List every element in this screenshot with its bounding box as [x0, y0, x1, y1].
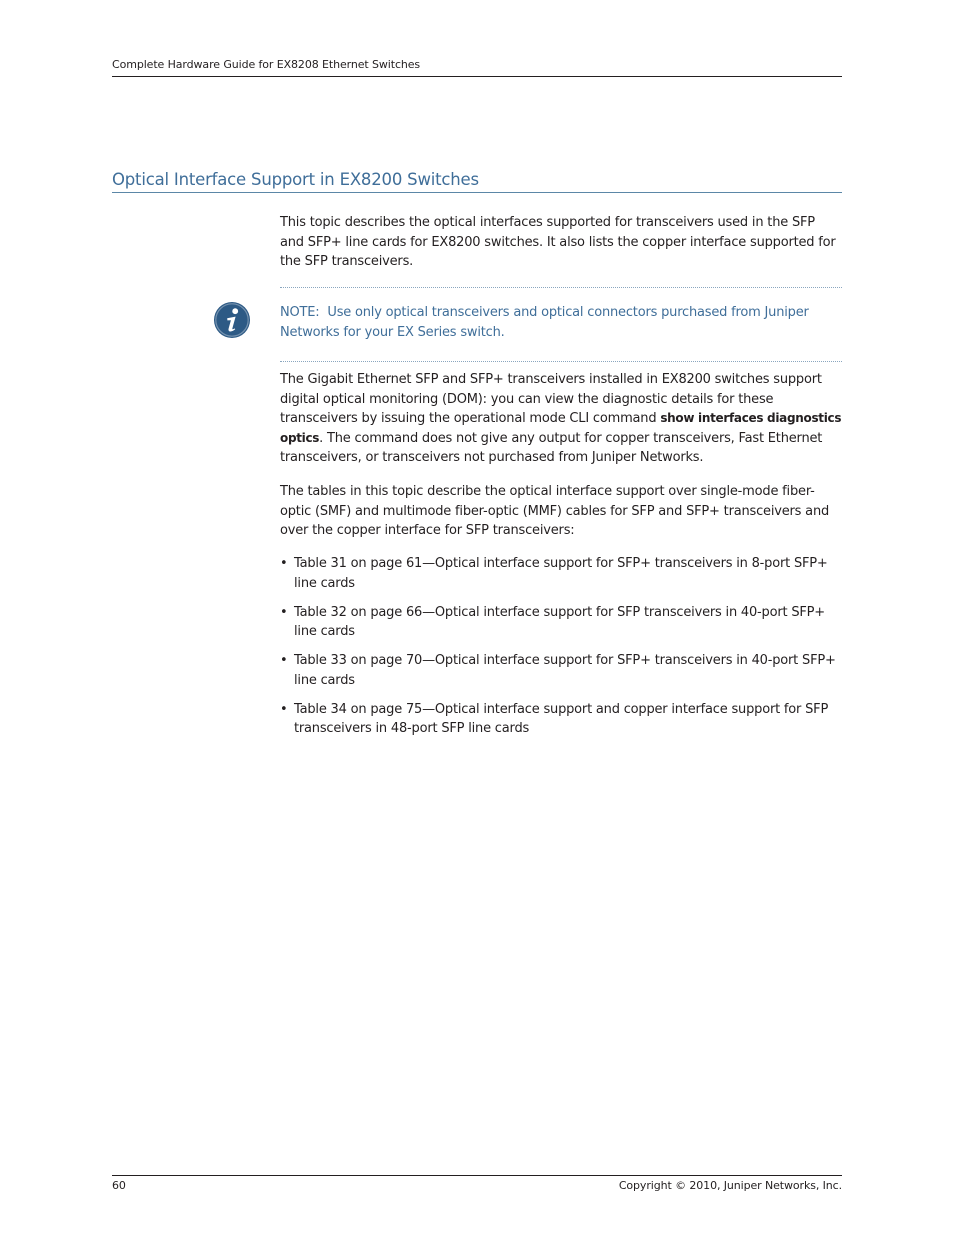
- intro-paragraph: This topic describes the optical interfaces supported for transceivers used in the SFP and SFP+ line cards for EX8200 switches. It also lists the copper interface supported for the SFP transceivers.: [280, 215, 836, 269]
- list-item: [280, 603, 842, 642]
- dom-paragraph: [280, 370, 842, 468]
- table-link-34[interactable]: Table 34 on page 75—Optical interface support and copper interface support for SFP transceivers in 48-port SFP line cards: [294, 701, 829, 736]
- note-bottom-divider: [280, 361, 842, 362]
- note-top-divider: [280, 287, 842, 288]
- list-item: [280, 651, 842, 690]
- tables-paragraph: The tables in this topic describe the optical interface support over single-mode fiber-optic (SMF) and multimode fiber-optic (MMF) cables for SFP and SFP+ transceivers and over the copper interface for SFP transceivers:: [280, 484, 830, 538]
- dom-text-before: The Gigabit Ethernet SFP and SFP+ transceivers installed in EX8200 switches support digital optical monitoring (DOM): you can view the diagnostic details for these transceivers by issuing the operational mode CLI command: [280, 372, 822, 426]
- table-link-32[interactable]: Table 32 on page 66—Optical interface support for SFP transceivers in 40-port SFP+ line cards: [294, 604, 825, 639]
- table-list: [280, 554, 842, 748]
- bullet: •: [280, 556, 288, 571]
- note-label: NOTE:: [280, 305, 320, 320]
- info-icon: [213, 301, 251, 339]
- note: [280, 303, 842, 342]
- section-title: Optical Interface Support in EX8200 Switches: [112, 169, 842, 193]
- table-link-33[interactable]: Table 33 on page 70—Optical interface support for SFP+ transceivers in 40-port SFP+ line cards: [294, 653, 836, 688]
- bullet: •: [280, 604, 288, 620]
- dom-text-after: . The command does not give any output for copper transceivers, Fast Ethernet transceivers, or transceivers not purchased from Juniper Networks.: [280, 430, 823, 465]
- copyright: Copyright © 2010, Juniper Networks, Inc.: [618, 1179, 842, 1192]
- running-header: [112, 57, 842, 77]
- page-number: 60: [112, 1179, 126, 1192]
- page-footer: [112, 1175, 842, 1192]
- header-title: Complete Hardware Guide for EX8208 Ethernet Switches: [112, 58, 421, 71]
- list-item: [280, 554, 842, 593]
- bullet: •: [280, 701, 288, 717]
- bullet: •: [280, 653, 288, 668]
- list-item: [280, 700, 842, 739]
- cli-command: show interfaces diagnostics optics: [280, 411, 842, 445]
- table-link-31[interactable]: Table 31 on page 61—Optical interface support for SFP+ transceivers in 8-port SFP+ line cards: [294, 556, 828, 591]
- note-text: Use only optical transceivers and optical connectors purchased from Juniper Networks for your EX Series switch.: [280, 305, 809, 340]
